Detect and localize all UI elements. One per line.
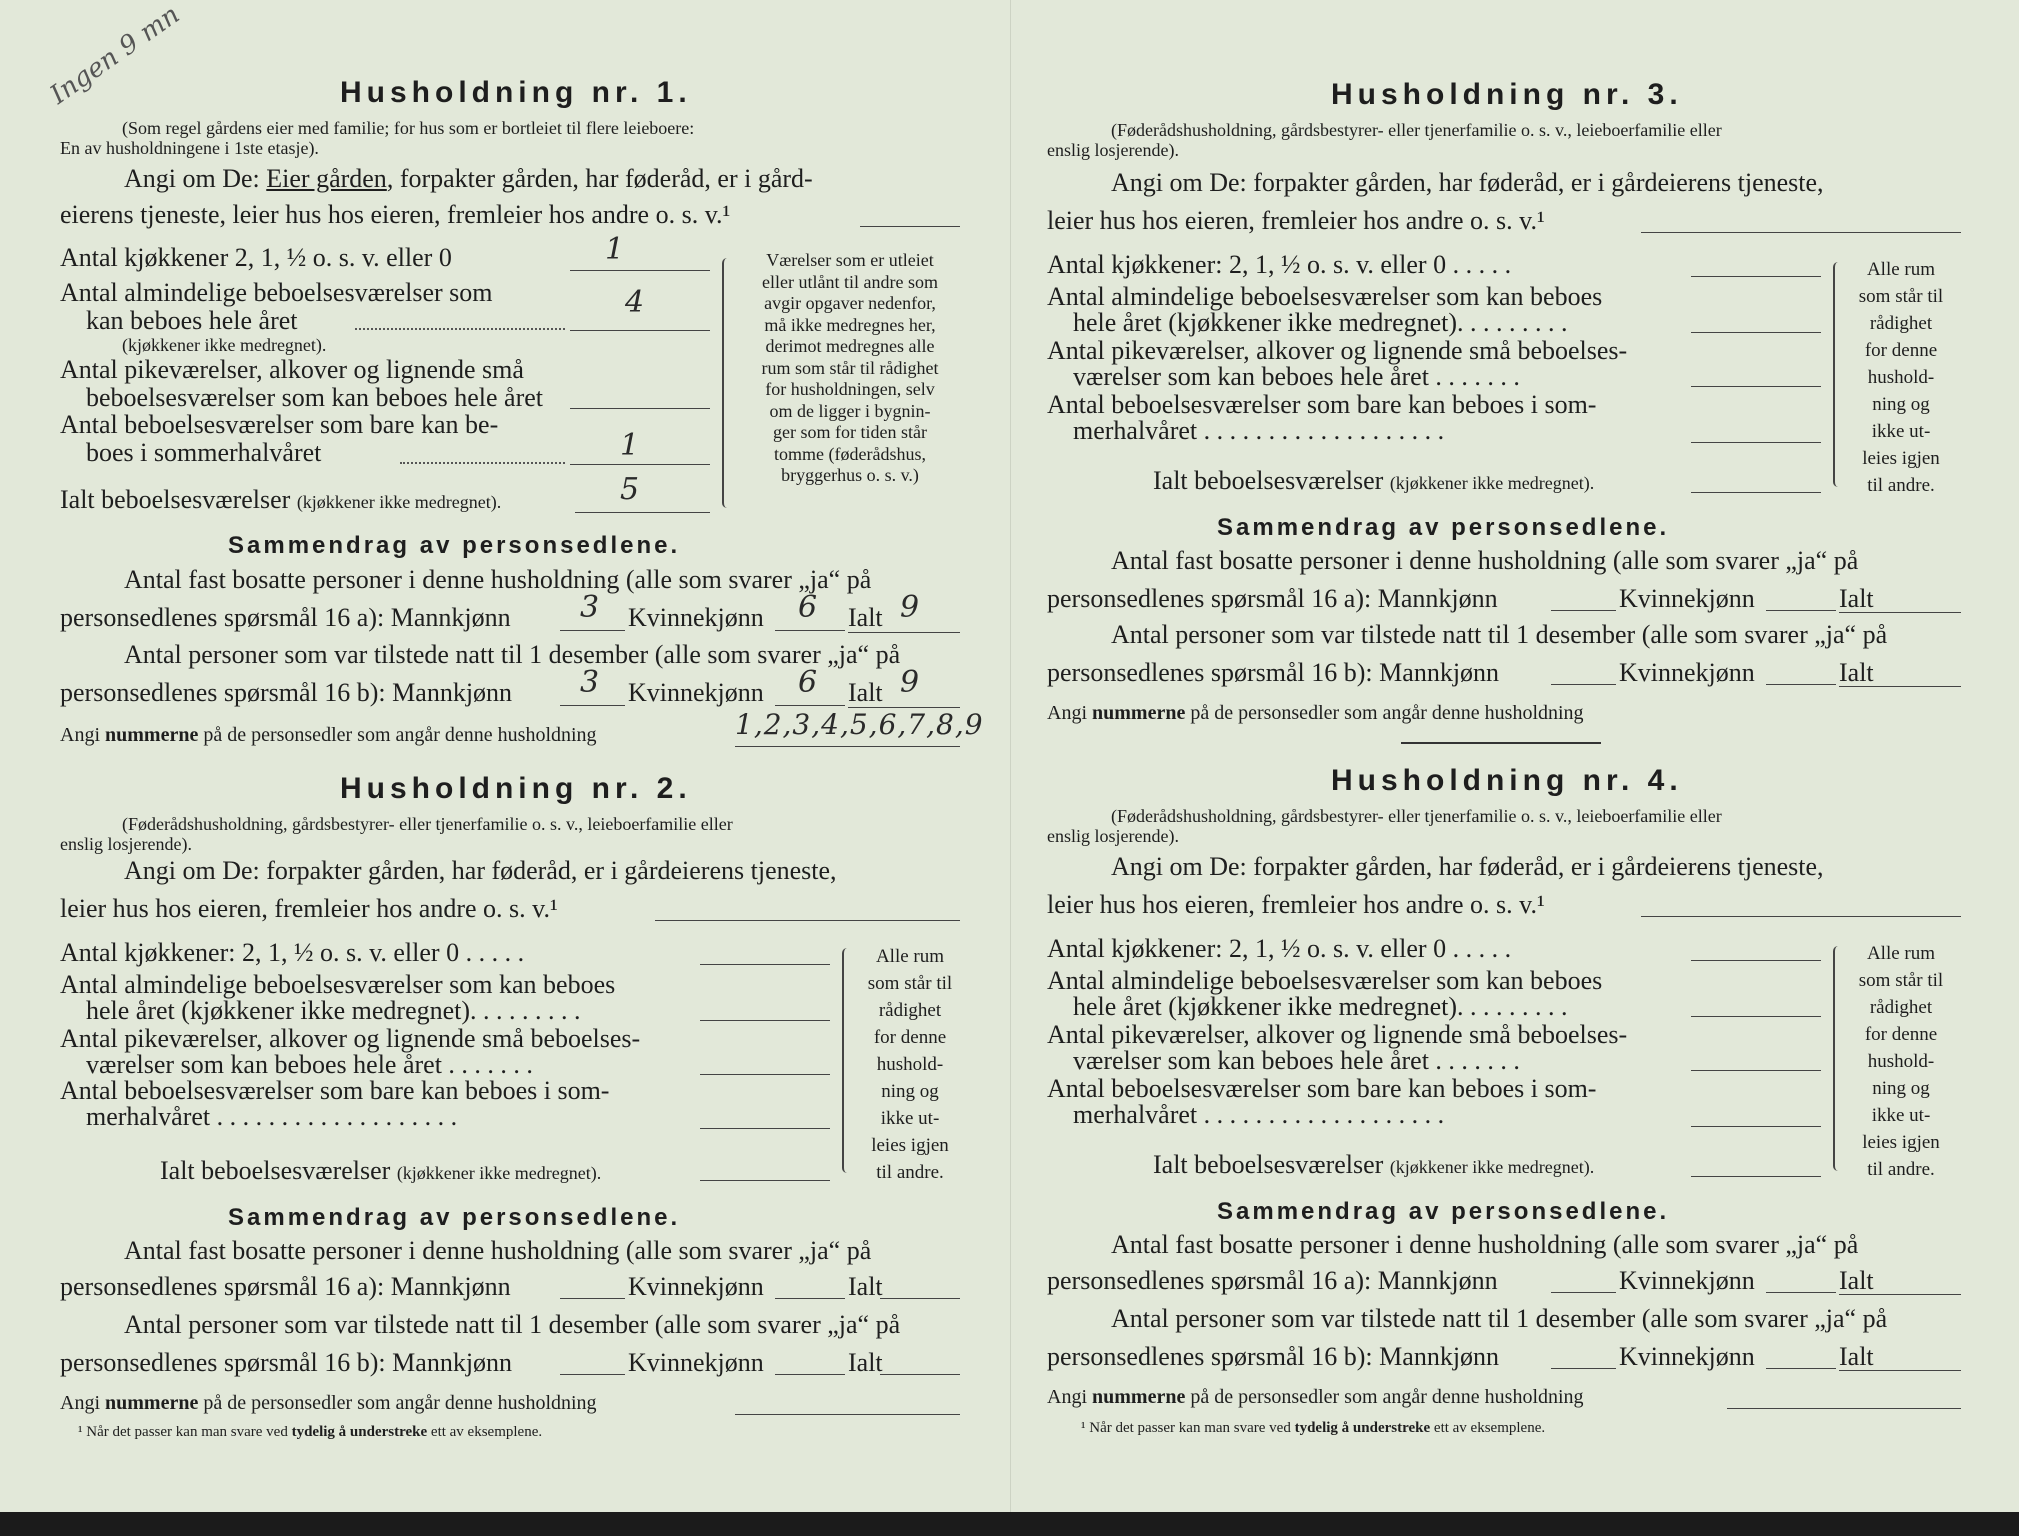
h3-angi-line1: Angi om De: forpakter gården, har føderåd, er i gårdeierens tjeneste, [1111, 168, 1824, 197]
h3-16b-kvinne-label: Kvinnekjønn [1619, 658, 1755, 687]
h1-ialt-note: (kjøkkener ikke medregnet). [296, 492, 502, 512]
h1-kjokkener-field[interactable] [570, 270, 710, 271]
h1-nummer-prefix: Angi [60, 724, 100, 746]
side-note-line: til andre. [876, 1162, 944, 1183]
h4-tilst-prefix: personsedlenes spørsmål 16 b): Mannkjønn [1047, 1342, 1500, 1371]
h3-angi-field[interactable] [1641, 232, 1961, 233]
h3-sommer-field[interactable] [1691, 442, 1821, 443]
side-note-line: for husholdningen, selv [765, 379, 935, 399]
h4-kjokkener-label: Antal kjøkkener: 2, 1, ½ o. s. v. eller 0 . . . . . [1047, 934, 1512, 963]
h2-kjokkener-label: Antal kjøkkener: 2, 1, ½ o. s. v. eller 0 . . . . . [60, 938, 525, 967]
h2-kjokkener-field[interactable] [700, 964, 830, 965]
h3-angi-line2: leier hus hos eieren, fremleier hos andre o. s. v.¹ [1047, 206, 1545, 235]
side-note-line: Alle rum [875, 946, 945, 967]
h1-alm-value: 4 [625, 285, 645, 320]
h3-side-note [1841, 256, 1961, 499]
household-1-angi-line1 [124, 164, 813, 194]
h1-pike-line1: Antal pikeværelser, alkover og lignende små [60, 355, 524, 384]
right-footnote-rest: ett av eksemplene. [1433, 1420, 1546, 1436]
h4-fast-prefix: personsedlenes spørsmål 16 a): Mannkjønn [1047, 1266, 1498, 1295]
h2-16a-kvinne-label: Kvinnekjønn [628, 1272, 764, 1301]
side-note-line: ikke ut- [1871, 1105, 1931, 1126]
side-note-line: ger som for tiden står [773, 422, 927, 442]
h1-ialt-line [60, 485, 501, 515]
h3-16a-ialt-field[interactable] [1839, 612, 1961, 613]
h4-16a-mann-field[interactable] [1551, 1292, 1616, 1293]
h2-tilst-prefix: personsedlenes spørsmål 16 b): Mannkjønn [60, 1348, 513, 1377]
h4-tilst-line1: Antal personer som var tilstede natt til 1 desember (alle som svarer „ja“ på [1111, 1304, 1888, 1333]
h3-pike-line2: værelser som kan beboes hele året . . . . . . . [1073, 362, 1520, 391]
h1-nummer-value: 1,2,3,4,5,6,7,8,9 [735, 708, 984, 741]
side-note-line: Alle rum [1866, 259, 1936, 280]
h1-ialt-field[interactable] [575, 512, 710, 513]
h1-ialt-value: 5 [620, 472, 640, 507]
h1-16b-mann-field[interactable] [560, 705, 625, 706]
side-note-line: hushold- [1867, 367, 1935, 388]
h4-nummer-rest: på de personsedler som angår denne husholdning [1190, 1386, 1584, 1408]
h3-16a-kvinne-field[interactable] [1766, 610, 1836, 611]
side-note-line: bryggerhus o. s. v.) [781, 465, 919, 485]
h2-fast-line1: Antal fast bosatte personer i denne husholdning (alle som svarer „ja“ på [124, 1236, 872, 1265]
h2-nummer-field[interactable] [735, 1414, 960, 1415]
h3-fast-prefix: personsedlenes spørsmål 16 a): Mannkjønn [1047, 584, 1498, 613]
h2-pike-line1: Antal pikeværelser, alkover og lignende små beboelses- [60, 1024, 641, 1053]
household-4-note-line1: (Føderådshusholdning, gårdsbestyrer- eller tjenerfamilie o. s. v., leieboerfamilie eller [1111, 806, 1722, 826]
side-note-line: ikke ut- [1871, 421, 1931, 442]
h1-kjokkener-value: 1 [605, 232, 625, 267]
h2-sommer-field[interactable] [700, 1128, 830, 1129]
h2-ialt-label: Ialt beboelsesværelser [160, 1156, 391, 1185]
h2-ialt-note: (kjøkkener ikke medregnet). [396, 1163, 602, 1183]
side-note-line: ning og [1872, 1078, 1930, 1099]
h4-16a-ialt-label: Ialt [1839, 1266, 1874, 1295]
h1-fast-line2 [60, 603, 511, 633]
h2-16b-mann-field[interactable] [560, 1374, 625, 1375]
side-note-line: ikke ut- [880, 1108, 940, 1129]
h4-sum-title: Sammendrag av personsedlene. [1217, 1198, 1670, 1225]
h2-angi-line1: Angi om De: forpakter gården, har føderåd, er i gårdeierens tjeneste, [124, 856, 837, 885]
h3-alm-line1: Antal almindelige beboelsesværelser som kan beboes [1047, 282, 1603, 311]
h2-alm-line2: hele året (kjøkkener ikke medregnet). . . . . . . . . [86, 996, 581, 1025]
side-note-line: må ikke medregnes her, [764, 314, 936, 335]
h4-side-note [1841, 940, 1961, 1183]
side-note-line: Værelser som er utleiet [766, 250, 934, 270]
h2-16a-ialt-field[interactable] [880, 1298, 960, 1299]
side-note-line: ning og [881, 1081, 939, 1102]
h4-kjokkener-field[interactable] [1691, 960, 1821, 961]
left-footnote-prefix: ¹ Når det passer kan man svare ved [78, 1424, 288, 1440]
h3-alm-field[interactable] [1691, 332, 1821, 333]
h3-16b-kvinne-field[interactable] [1766, 684, 1836, 685]
h4-16b-kvinne-label: Kvinnekjønn [1619, 1342, 1755, 1371]
h2-alm-field[interactable] [700, 1020, 830, 1021]
h4-angi-line1: Angi om De: forpakter gården, har føderåd, er i gårdeierens tjeneste, [1111, 852, 1824, 881]
h1-fast-line1: Antal fast bosatte personer i denne husholdning (alle som svarer „ja“ på [124, 565, 872, 594]
h3-nummer-line [1047, 702, 1584, 725]
h4-16b-ialt-field[interactable] [1839, 1370, 1961, 1371]
angi-eier-underlined: Eier gården [266, 164, 387, 193]
h3-sommer-line1: Antal beboelsesværelser som bare kan beboes i som- [1047, 390, 1597, 419]
h2-16a-kvinne-field[interactable] [775, 1298, 845, 1299]
h4-ialt-label: Ialt beboelsesværelser [1153, 1150, 1384, 1179]
h1-kjokkener-label: Antal kjøkkener 2, 1, ½ o. s. v. eller 0 [60, 243, 452, 272]
h1-16a-ialt-field[interactable] [848, 632, 960, 633]
side-note-line: rådighet [1869, 997, 1933, 1018]
h3-fast-line1: Antal fast bosatte personer i denne husholdning (alle som svarer „ja“ på [1111, 546, 1859, 575]
h1-alm-line2: kan beboes hele året [86, 306, 298, 335]
side-note-line: for denne [1864, 340, 1938, 361]
h1-pike-line2: beboelsesværelser som kan beboes hele året [86, 383, 544, 412]
h2-alm-line1: Antal almindelige beboelsesværelser som kan beboes [60, 970, 616, 999]
h1-16a-mann-field[interactable] [560, 630, 625, 631]
h1-ialt-label: Ialt beboelsesværelser [60, 485, 291, 514]
side-note-line: eller utlånt til andre som [762, 271, 938, 292]
h4-nummer-field[interactable] [1727, 1408, 1961, 1409]
side-note-line: hushold- [876, 1054, 944, 1075]
h4-nummer-prefix: Angi [1047, 1386, 1087, 1408]
h2-pike-field[interactable] [700, 1074, 830, 1075]
h1-16b-kvinne-value: 6 [798, 665, 818, 700]
h1-tilst-line1: Antal personer som var tilstede natt til 1 desember (alle som svarer „ja“ på [124, 640, 901, 669]
h2-sommer-line1: Antal beboelsesværelser som bare kan beboes i som- [60, 1076, 610, 1105]
h4-16b-mann-field[interactable] [1551, 1368, 1616, 1369]
side-note-line: tomme (føderådshus, [774, 443, 926, 464]
h4-nummer-bold: nummerne [1092, 1386, 1186, 1408]
h4-ialt-field[interactable] [1691, 1176, 1821, 1177]
h1-16b-kvinne-label: Kvinnekjønn [628, 678, 764, 707]
h3-16b-mann-field[interactable] [1551, 684, 1616, 685]
side-note-line: rum som står til rådighet [761, 357, 939, 378]
h4-fast-line1: Antal fast bosatte personer i denne husholdning (alle som svarer „ja“ på [1111, 1230, 1859, 1259]
h4-ialt-note: (kjøkkener ikke medregnet). [1389, 1157, 1595, 1177]
side-note-line: leies igjen [1862, 448, 1940, 469]
h4-pike-field[interactable] [1691, 1070, 1821, 1071]
right-page [1010, 0, 2019, 1512]
side-note-line: avgir opgaver nedenfor, [764, 293, 936, 313]
right-footnote-prefix: ¹ Når det passer kan man svare ved [1081, 1420, 1291, 1436]
h4-alm-field[interactable] [1691, 1016, 1821, 1017]
h2-ialt-line [160, 1156, 601, 1186]
h2-sommer-line2: merhalvåret . . . . . . . . . . . . . . . . . . . [86, 1102, 458, 1131]
h2-nummer-rest: på de personsedler som angår denne husholdning [203, 1392, 597, 1414]
h3-ialt-field[interactable] [1691, 492, 1821, 493]
h4-nummer-line [1047, 1386, 1584, 1409]
household-2-note-line1: (Føderådshusholdning, gårdsbestyrer- eller tjenerfamilie o. s. v., leieboerfamilie eller [122, 814, 733, 834]
h1-nummer-field[interactable] [735, 746, 960, 747]
left-page [0, 0, 1010, 1512]
side-note-line: leies igjen [871, 1135, 949, 1156]
h4-angi-line2: leier hus hos eieren, fremleier hos andre o. s. v.¹ [1047, 890, 1545, 919]
h4-16b-ialt-label: Ialt [1839, 1342, 1874, 1371]
h2-sum-title: Sammendrag av personsedlene. [228, 1204, 681, 1231]
h3-tilst-line1: Antal personer som var tilstede natt til 1 desember (alle som svarer „ja“ på [1111, 620, 1888, 649]
household-3-note-line1: (Føderådshusholdning, gårdsbestyrer- eller tjenerfamilie o. s. v., leieboerfamilie eller [1111, 120, 1722, 140]
h4-alm-line1: Antal almindelige beboelsesværelser som kan beboes [1047, 966, 1603, 995]
h1-alm-note: (kjøkkener ikke medregnet). [122, 335, 327, 355]
h3-nummer-rest: på de personsedler som angår denne husholdning [1190, 702, 1584, 724]
household-1-title: Husholdning nr. 1. [340, 76, 692, 109]
h1-16a-kvinne-field[interactable] [775, 630, 845, 631]
side-note-line: som står til [867, 973, 953, 994]
side-note-line: om de ligger i bygnin- [769, 400, 931, 421]
right-footnote [1081, 1420, 1545, 1437]
h1-pike-field[interactable] [570, 408, 710, 409]
h1-sum-title: Sammendrag av personsedlene. [228, 532, 681, 559]
angi-prefix: Angi om De: [124, 164, 260, 193]
h1-sommer-field[interactable] [570, 464, 710, 465]
h1-16a-kvinne-value: 6 [798, 590, 818, 625]
household-1-note-line2: En av husholdningene i 1ste etasje). [60, 138, 319, 158]
h2-16b-kvinne-field[interactable] [775, 1374, 845, 1375]
h1-tilst-line2 [60, 678, 512, 708]
h4-sommer-field[interactable] [1691, 1126, 1821, 1127]
side-note-line: derimot medregnes alle [765, 336, 935, 356]
h2-16a-ialt-label: Ialt [848, 1272, 883, 1301]
h1-16b-mann-value: 3 [580, 665, 600, 700]
household-3-note-line2: enslig losjerende). [1047, 140, 1179, 160]
side-note-line: leies igjen [1862, 1132, 1940, 1153]
h3-pike-field[interactable] [1691, 386, 1821, 387]
h1-alm-dots [355, 328, 565, 330]
h3-16a-mann-field[interactable] [1551, 610, 1616, 611]
h1-16a-ialt-value: 9 [900, 590, 920, 625]
h1-16a-kvinne-label: Kvinnekjønn [628, 603, 764, 632]
h4-sommer-line1: Antal beboelsesværelser som bare kan beboes i som- [1047, 1074, 1597, 1103]
side-note-line: rådighet [878, 1000, 942, 1021]
household-1-angi-line2: eierens tjeneste, leier hus hos eieren, fremleier hos andre o. s. v.¹ [60, 200, 731, 229]
h2-16b-ialt-label: Ialt [848, 1348, 883, 1377]
h3-nummer-prefix: Angi [1047, 702, 1087, 724]
h3-16b-ialt-field[interactable] [1839, 686, 1961, 687]
h1-16b-kvinne-field[interactable] [775, 705, 845, 706]
household-4-note-line2: enslig losjerende). [1047, 826, 1179, 846]
h1-nummer-bold: nummerne [105, 724, 199, 746]
h3-tilst-prefix: personsedlenes spørsmål 16 b): Mannkjønn [1047, 658, 1500, 687]
h3-ialt-note: (kjøkkener ikke medregnet). [1389, 473, 1595, 493]
side-note-line: som står til [1858, 970, 1944, 991]
household-1-note-line1: (Som regel gårdens eier med familie; for hus som er bortleiet til flere leieboere: [122, 118, 695, 138]
right-footnote-bold: tydelig å understreke [1294, 1420, 1431, 1436]
h1-alm-field[interactable] [570, 330, 710, 331]
angi-line-rule [860, 226, 960, 227]
section-divider [1401, 742, 1601, 744]
h1-16a-ialt-label: Ialt [848, 603, 883, 632]
h2-pike-line2: værelser som kan beboes hele året . . . . . . . [86, 1050, 533, 1079]
h2-angi-field[interactable] [655, 920, 960, 921]
h4-pike-line2: værelser som kan beboes hele året . . . . . . . [1073, 1046, 1520, 1075]
h2-side-note [850, 943, 970, 1186]
h3-16b-ialt-label: Ialt [1839, 658, 1874, 687]
h1-alm-line1: Antal almindelige beboelsesværelser som [60, 278, 493, 307]
h3-16a-kvinne-label: Kvinnekjønn [1619, 584, 1755, 613]
side-note-line: for denne [1864, 1024, 1938, 1045]
h4-16a-kvinne-label: Kvinnekjønn [1619, 1266, 1755, 1295]
side-note-line: Alle rum [1866, 943, 1936, 964]
margin-scribble: Ingen 9 mn [44, 0, 186, 111]
h4-16a-ialt-field[interactable] [1839, 1294, 1961, 1295]
h4-16b-kvinne-field[interactable] [1766, 1368, 1836, 1369]
h3-kjokkener-label: Antal kjøkkener: 2, 1, ½ o. s. v. eller 0 . . . . . [1047, 250, 1512, 279]
h1-16b-ialt-label: Ialt [848, 678, 883, 707]
h2-angi-line2: leier hus hos eieren, fremleier hos andre o. s. v.¹ [60, 894, 558, 923]
h2-nummer-prefix: Angi [60, 1392, 100, 1414]
h3-16a-ialt-label: Ialt [1839, 584, 1874, 613]
side-note-line: hushold- [1867, 1051, 1935, 1072]
side-note-line: til andre. [1867, 475, 1935, 496]
h3-alm-line2: hele året (kjøkkener ikke medregnet). . . . . . . . . [1073, 308, 1568, 337]
h1-16b-ialt-value: 9 [900, 665, 920, 700]
h3-ialt-line [1153, 466, 1594, 496]
left-footnote-bold: tydelig å understreke [291, 1424, 428, 1440]
side-note-line: rådighet [1869, 313, 1933, 334]
h2-16a-mann-field[interactable] [560, 1298, 625, 1299]
h3-ialt-label: Ialt beboelsesværelser [1153, 466, 1384, 495]
h1-sommer-line1: Antal beboelsesværelser som bare kan be- [60, 410, 499, 439]
h1-side-note [730, 250, 970, 487]
h3-nummer-bold: nummerne [1092, 702, 1186, 724]
h2-tilst-line1: Antal personer som var tilstede natt til 1 desember (alle som svarer „ja“ på [124, 1310, 901, 1339]
h2-nummer-bold: nummerne [105, 1392, 199, 1414]
side-note-line: ning og [1872, 394, 1930, 415]
h1-tilst-prefix: personsedlenes spørsmål 16 b): Mannkjønn [60, 678, 513, 707]
household-4-title: Husholdning nr. 4. [1331, 764, 1683, 797]
h3-sommer-line2: merhalvåret . . . . . . . . . . . . . . . . . . . [1073, 416, 1445, 445]
household-2-note-line2: enslig losjerende). [60, 834, 192, 854]
h4-ialt-line [1153, 1150, 1594, 1180]
h2-fast-prefix: personsedlenes spørsmål 16 a): Mannkjønn [60, 1272, 511, 1301]
h4-pike-line1: Antal pikeværelser, alkover og lignende små beboelses- [1047, 1020, 1628, 1049]
angi-rest: , forpakter gården, har føderåd, er i gård- [386, 164, 813, 193]
household-3-title: Husholdning nr. 3. [1331, 78, 1683, 111]
side-note-line: til andre. [1867, 1159, 1935, 1180]
h2-ialt-field[interactable] [700, 1180, 830, 1181]
h3-pike-line1: Antal pikeværelser, alkover og lignende små beboelses- [1047, 336, 1628, 365]
h1-nummer-rest: på de personsedler som angår denne husholdning [203, 724, 597, 746]
h2-16b-ialt-field[interactable] [880, 1374, 960, 1375]
h4-angi-field[interactable] [1641, 916, 1961, 917]
h2-nummer-line [60, 1392, 597, 1415]
h4-alm-line2: hele året (kjøkkener ikke medregnet). . . . . . . . . [1073, 992, 1568, 1021]
h2-16b-kvinne-label: Kvinnekjønn [628, 1348, 764, 1377]
side-note-line: for denne [873, 1027, 947, 1048]
h3-sum-title: Sammendrag av personsedlene. [1217, 514, 1670, 541]
left-footnote [78, 1424, 542, 1441]
h4-16a-kvinne-field[interactable] [1766, 1292, 1836, 1293]
h3-kjokkener-field[interactable] [1691, 276, 1821, 277]
left-footnote-rest: ett av eksemplene. [430, 1424, 543, 1440]
h1-sommer-line2: boes i sommerhalvåret [86, 438, 322, 467]
side-note-line: som står til [1858, 286, 1944, 307]
h1-16a-mann-value: 3 [580, 590, 600, 625]
h1-sommer-value: 1 [620, 428, 640, 463]
household-2-title: Husholdning nr. 2. [340, 772, 692, 805]
h1-fast-prefix: personsedlenes spørsmål 16 a): Mannkjønn [60, 603, 511, 632]
h1-nummer-line [60, 724, 597, 747]
h4-sommer-line2: merhalvåret . . . . . . . . . . . . . . . . . . . [1073, 1100, 1445, 1129]
h1-sommer-dots [400, 462, 565, 464]
